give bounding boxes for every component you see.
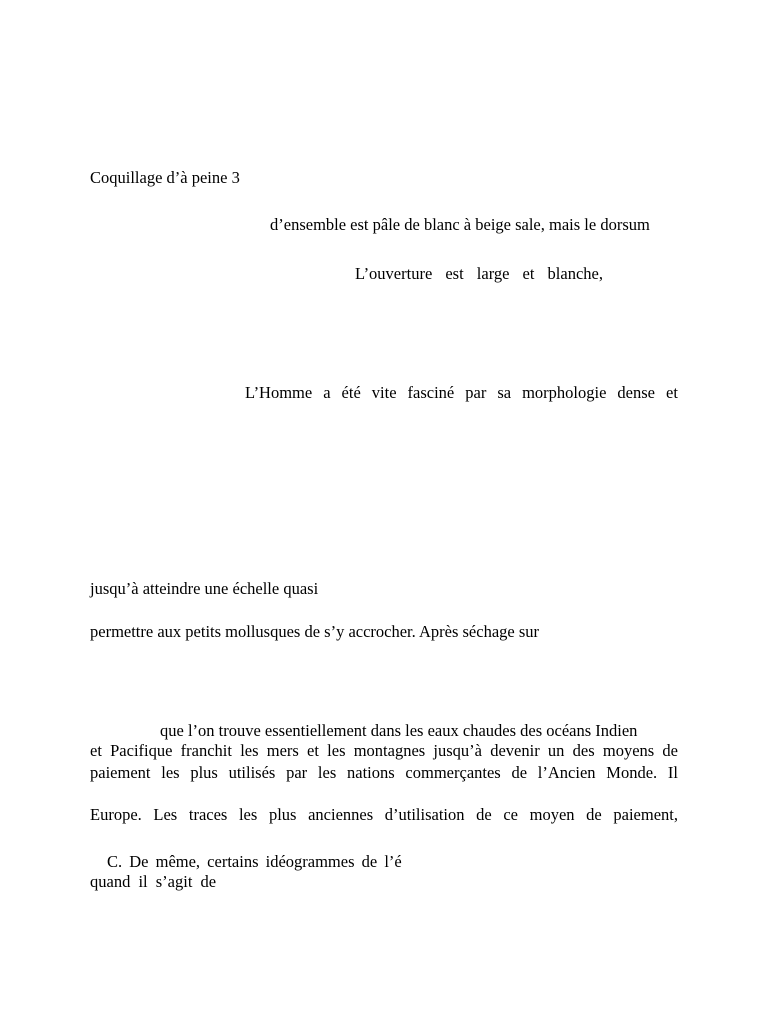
word: L’Homme [245, 383, 313, 402]
text-line-6: permettre aux petits mollusques de s’y accrocher. Après séchage sur [90, 622, 540, 641]
word: blanche, [547, 264, 603, 283]
text-line-7: que l’on trouve essentiellement dans les eaux chaudes des océans Indien [160, 721, 638, 740]
word: par [465, 383, 487, 402]
text-line-1: Coquillage d’à peine 3 [90, 168, 240, 187]
word: sa [497, 383, 512, 402]
text-line-2: d’ensemble est pâle de blanc à beige sale, mais le dorsum [270, 215, 650, 234]
word: a [323, 383, 331, 402]
word: fasciné [407, 383, 455, 402]
text-line-3 [355, 264, 603, 284]
text-line-12: quand il s’agit de [90, 872, 217, 891]
word: est [445, 264, 464, 283]
word: vite [371, 383, 397, 402]
text-line-11: C. De même, certains idéogrammes de l’é [107, 852, 402, 871]
word: L’ouverture [355, 264, 433, 283]
word: et [666, 383, 678, 402]
text-line-8: et Pacifique franchit les mers et les montagnes jusqu’à devenir un des moyens de [90, 741, 678, 760]
word: large [476, 264, 510, 283]
text-line-9: paiement les plus utilisés par les nations commerçantes de l’Ancien Monde. Il [90, 763, 678, 782]
text-line-10: Europe. Les traces les plus anciennes d’utilisation de ce moyen de paiement, [90, 805, 678, 824]
text-line-4 [245, 383, 678, 403]
word: été [341, 383, 361, 402]
word: morphologie [522, 383, 607, 402]
word: dense [617, 383, 655, 402]
word: et [522, 264, 535, 283]
text-line-5: jusqu’à atteindre une échelle quasi [90, 579, 319, 598]
